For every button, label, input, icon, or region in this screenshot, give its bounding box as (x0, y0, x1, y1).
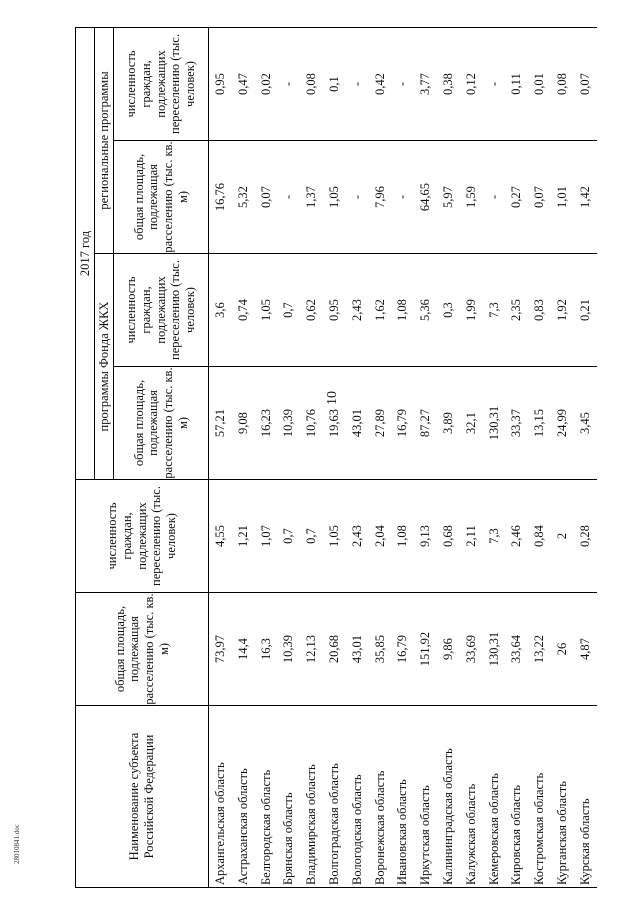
subject-name-header: Наименование субъекта Российской Федерации (76, 706, 209, 888)
regional-people-cell: 0,47 (232, 27, 255, 140)
total-people-cell: 2,11 (460, 480, 483, 593)
fund-people-cell: 3,6 (209, 254, 232, 367)
fund-area-cell: 10,39 (277, 367, 300, 480)
region-name-cell: Вологодская область (346, 706, 369, 888)
total-area-cell: 73,97 (209, 593, 232, 706)
table-row (232, 27, 255, 887)
table-row (505, 27, 528, 887)
table-row (437, 27, 460, 887)
regional-programs-header: региональные программы (95, 27, 114, 253)
total-area-cell: 13,22 (528, 593, 551, 706)
regional-area-cell: 1,05 (323, 141, 346, 254)
regional-people-cell: 0,1 (323, 27, 346, 140)
total-area-cell: 130,31 (483, 593, 506, 706)
total-area-cell: 26 (551, 593, 574, 706)
regional-people-cell: - (277, 27, 300, 140)
table-row (209, 27, 232, 887)
total-people-cell: 0,7 (277, 480, 300, 593)
total-area-cell: 10,39 (277, 593, 300, 706)
regional-people-cell: - (346, 27, 369, 140)
total-people-cell: 1,08 (391, 480, 414, 593)
total-area-cell: 33,64 (505, 593, 528, 706)
region-name-cell: Воронежская область (369, 706, 392, 888)
regional-people-cell: 0,95 (209, 27, 232, 140)
total-people-cell: 2 (551, 480, 574, 593)
fund-people-cell: 0,62 (300, 254, 323, 367)
table-row (483, 27, 506, 887)
table-row (391, 27, 414, 887)
table-row (323, 27, 346, 887)
table-body (209, 27, 597, 887)
total-area-cell: 43,01 (346, 593, 369, 706)
regional-people-cell: 0,38 (437, 27, 460, 140)
region-name-cell: Владимирская область (300, 706, 323, 888)
regional-area-cell: 1,37 (300, 141, 323, 254)
regional-people-cell: - (483, 27, 506, 140)
total-area-cell: 16,79 (391, 593, 414, 706)
regional-area-cell: - (277, 141, 300, 254)
region-name-cell: Ивановская область (391, 706, 414, 888)
total-people-cell: 1,21 (232, 480, 255, 593)
table-row (277, 27, 300, 887)
fund-area-cell: 3,45 (574, 367, 597, 480)
region-name-cell: Белгородская область (255, 706, 278, 888)
fund-people-cell: 0,7 (277, 254, 300, 367)
fund-area-cell: 16,23 (255, 367, 278, 480)
fund-people-cell: 1,62 (369, 254, 392, 367)
region-name-cell: Астраханская область (232, 706, 255, 888)
total-people-cell: 0,28 (574, 480, 597, 593)
regional-area-cell: 0,07 (255, 141, 278, 254)
region-name-cell: Брянская область (277, 706, 300, 888)
regional-people-cell: 0,01 (528, 27, 551, 140)
regional-area-cell: 0,27 (505, 141, 528, 254)
table-row (551, 27, 574, 887)
total-area-cell: 12,13 (300, 593, 323, 706)
region-name-cell: Архангельская область (209, 706, 232, 888)
fund-people-cell: 5,36 (414, 254, 437, 367)
fund-people-cell: 0,21 (574, 254, 597, 367)
table-row (574, 27, 597, 887)
total-people-cell: 9,13 (414, 480, 437, 593)
region-name-cell: Волгоградская область (323, 706, 346, 888)
regional-area-cell: 1,01 (551, 141, 574, 254)
regional-people-cell: 0,08 (300, 27, 323, 140)
total-area-cell: 14,4 (232, 593, 255, 706)
fund-people-cell: 0,83 (528, 254, 551, 367)
regional-area-cell: 0,07 (528, 141, 551, 254)
table-row (255, 27, 278, 887)
fund-people-cell: 7,3 (483, 254, 506, 367)
table-row (414, 27, 437, 887)
total-people-cell: 4,55 (209, 480, 232, 593)
total-area-header: общая площадь, подлежащая расселению (тыс. кв. м) (76, 593, 209, 706)
fund-people-cell: 0,3 (437, 254, 460, 367)
fund-area-cell: 13,15 (528, 367, 551, 480)
fund-area-cell: 87,27 (414, 367, 437, 480)
table-header (76, 27, 209, 887)
region-name-cell: Курская область (574, 706, 597, 888)
fund-area-cell: 57,21 (209, 367, 232, 480)
fund-area-cell: 32,1 (460, 367, 483, 480)
fund-people-cell: 2,35 (505, 254, 528, 367)
regional-area-cell: 16,76 (209, 141, 232, 254)
total-people-cell: 0,84 (528, 480, 551, 593)
total-area-cell: 151,92 (414, 593, 437, 706)
fund-area-cell: 33,37 (505, 367, 528, 480)
regional-area-cell: 64,65 (414, 141, 437, 254)
region-name-cell: Калужская область (460, 706, 483, 888)
total-area-cell: 9,86 (437, 593, 460, 706)
fund-area-cell: 9,08 (232, 367, 255, 480)
fund-area-cell: 27,89 (369, 367, 392, 480)
total-area-cell: 20,68 (323, 593, 346, 706)
total-people-cell: 1,07 (255, 480, 278, 593)
fund-area-cell: 10,76 (300, 367, 323, 480)
fund-area-header: общая площадь, подлежащая расселению (тыс. кв. м) (114, 367, 209, 480)
regional-people-cell: 0,11 (505, 27, 528, 140)
fund-people-cell: 0,95 (323, 254, 346, 367)
total-area-cell: 4,87 (574, 593, 597, 706)
table-row (346, 27, 369, 887)
total-people-cell: 2,43 (346, 480, 369, 593)
region-name-cell: Курганская область (551, 706, 574, 888)
regional-people-cell: - (391, 27, 414, 140)
regional-area-cell: 1,42 (574, 141, 597, 254)
total-area-cell: 35,85 (369, 593, 392, 706)
regional-people-cell: 0,42 (369, 27, 392, 140)
fund-area-cell: 3,89 (437, 367, 460, 480)
fund-area-cell: 130,31 (483, 367, 506, 480)
region-name-cell: Кировская область (505, 706, 528, 888)
fund-people-cell: 1,08 (391, 254, 414, 367)
fund-people-cell: 2,43 (346, 254, 369, 367)
table-row (300, 27, 323, 887)
fund-programs-header: программы Фонда ЖКХ (95, 254, 114, 480)
fund-area-cell: 16,79 (391, 367, 414, 480)
fund-people-header: численность граждан, подлежащих переселению (тыс. человек) (114, 254, 209, 367)
page-number: 10 (325, 391, 340, 405)
regional-area-header: общая площадь, подлежащая расселению (тыс. кв. м) (114, 141, 209, 254)
regional-area-cell: - (391, 141, 414, 254)
total-people-cell: 0,7 (300, 480, 323, 593)
regional-people-header: численность граждан, подлежащих переселению (тыс. человек) (114, 27, 209, 140)
total-people-cell: 2,46 (505, 480, 528, 593)
fund-area-cell: 19,63 (323, 367, 346, 480)
total-people-cell: 7,3 (483, 480, 506, 593)
table-row (460, 27, 483, 887)
regional-people-cell: 0,12 (460, 27, 483, 140)
total-people-cell: 1,05 (323, 480, 346, 593)
regional-area-cell: 5,32 (232, 141, 255, 254)
regional-area-cell: 1,59 (460, 141, 483, 254)
regional-area-cell: - (483, 141, 506, 254)
document-code: 28010841.doc (13, 824, 21, 864)
regional-people-cell: 0,08 (551, 27, 574, 140)
regional-area-cell: - (346, 141, 369, 254)
fund-people-cell: 0,74 (232, 254, 255, 367)
year-header: 2017 год (76, 27, 95, 479)
total-people-cell: 0,68 (437, 480, 460, 593)
regional-area-cell: 7,96 (369, 141, 392, 254)
rotated-table-page (75, 28, 592, 888)
table-row (369, 27, 392, 887)
fund-area-cell: 24,99 (551, 367, 574, 480)
region-name-cell: Кемеровская область (483, 706, 506, 888)
fund-people-cell: 1,99 (460, 254, 483, 367)
total-people-cell: 2,04 (369, 480, 392, 593)
region-name-cell: Костромская область (528, 706, 551, 888)
resettlement-table (75, 27, 597, 888)
fund-area-cell: 43,01 (346, 367, 369, 480)
fund-people-cell: 1,05 (255, 254, 278, 367)
region-name-cell: Иркутская область (414, 706, 437, 888)
regional-people-cell: 0,02 (255, 27, 278, 140)
region-name-cell: Калининградская область (437, 706, 460, 888)
total-area-cell: 16,3 (255, 593, 278, 706)
table-row (528, 27, 551, 887)
regional-people-cell: 0,07 (574, 27, 597, 140)
total-people-header: численность граждан, подлежащих переселению (тыс. человек) (76, 480, 209, 593)
total-area-cell: 33,69 (460, 593, 483, 706)
fund-people-cell: 1,92 (551, 254, 574, 367)
regional-area-cell: 5,97 (437, 141, 460, 254)
regional-people-cell: 3,77 (414, 27, 437, 140)
